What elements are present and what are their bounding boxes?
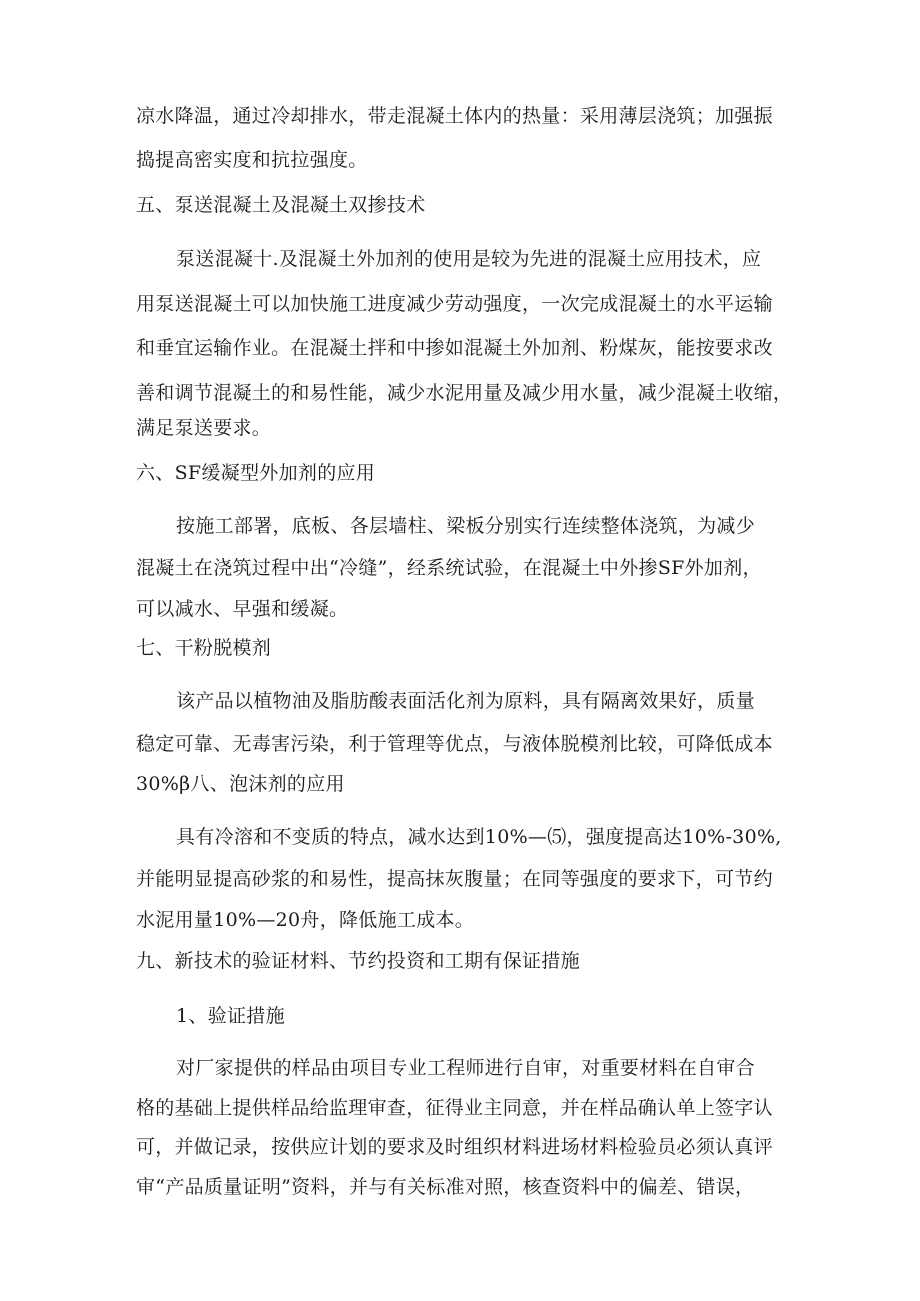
paragraph-line: 可，并做记录，按供应计划的要求及时组织材料进场材料检验员必须认真评 [136,1136,773,1158]
section-heading: 六、SF缓凝型外加剂的应用 [136,462,376,484]
paragraph-line: 对厂家提供的样品由项目专业工程师进行自审，对重要材料在自审合 [176,1057,756,1079]
section-heading: 七、干粉脱模剂 [136,637,272,659]
paragraph-line: 格的基础上提供样品给监理审查，征得业主同意，并在样品确认单上签字认 [136,1097,773,1119]
paragraph-line: 泵送混凝十.及混凝土外加剂的使用是较为先进的混凝土应用技术，应 [176,248,762,270]
paragraph-line: 捣提高密实度和抗拉强度。 [136,149,368,171]
paragraph-line: 水泥用量10%—20舟，降低施工成本。 [136,909,475,931]
paragraph-line: 审“产品质量证明”资料，并与有关标准对照，核查资料中的偏差、错误， [136,1176,755,1198]
paragraph-line: 和垂宜运输作业。在混凝土拌和中掺如混凝土外加剂、粉煤灰，能按要求改 [136,337,773,359]
subsection-heading: 1、验证措施 [176,1005,285,1027]
paragraph-line: 用泵送混凝土可以加快施工进度减少劳动强度，一次完成混凝土的水平运输 [136,293,773,315]
paragraph-line: 凉水降温，通过冷却排水，带走混凝土体内的热量：采用薄层浇筑；加强振 [136,105,773,127]
section-heading: 五、泵送混凝土及混凝土双掺技术 [136,194,426,216]
paragraph-line: 满足泵送要求。 [136,417,272,439]
paragraph-line: 善和调节混凝土的和易性能，减少水泥用量及减少用水量，减少混凝土收缩， [136,382,793,404]
paragraph-line: 并能明显提高砂浆的和易性，提高抹灰腹量；在同等强度的要求下，可节约 [136,868,773,890]
paragraph-line: 稳定可靠、无毒害污染，利于管理等优点，与液体脱模剂比较，可降低成本 [136,733,773,755]
paragraph-line: 可以减水、早强和缓凝。 [136,598,349,620]
paragraph-line: 混凝土在浇筑过程中出“冷缝”，经系统试验，在混凝土中外掺SF外加剂， [136,557,762,579]
paragraph-line: 30%β八、泡沫剂的应用 [136,773,345,795]
section-heading: 九、新技术的验证材料、节约投资和工期有保证措施 [136,950,580,972]
paragraph-line: 该产品以植物油及脂肪酸表面活化剂为原料，具有隔离效果好，质量 [176,690,756,712]
paragraph-line: 按施工部署，底板、各层墙柱、梁板分别实行连续整体浇筑，为减少 [176,515,756,537]
paragraph-line: 具有冷溶和不变质的特点，减水达到10%—⑸，强度提高达10%-30%, [176,826,782,848]
